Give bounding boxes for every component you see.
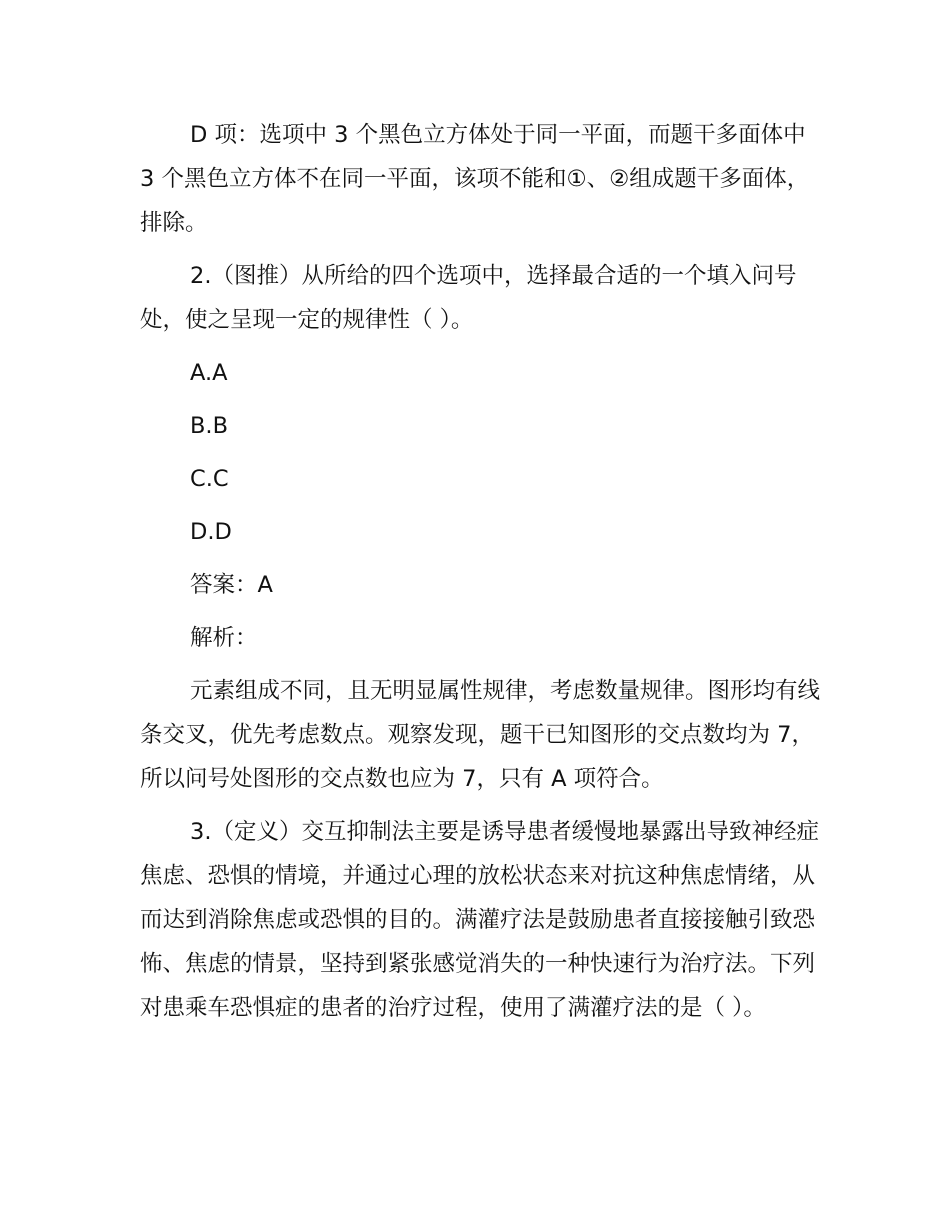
option-d-explanation: D 项：选项中 3 个黑色立方体处于同一平面，而题干多面体中 3 个黑色立方体不在同一平面，该项不能和①、②组成题干多面体，排除。 bbox=[140, 122, 810, 236]
option-c: C.C bbox=[190, 466, 229, 492]
analysis-text: 元素组成不同，且无明显属性规律，考虑数量规律。图形均有线条交叉，优先考虑数点。观察发现，题干已知图形的交点数均为 7，所以问号处图形的交点数也应为 7，只有 A 项符合。 bbox=[140, 678, 821, 792]
option-a: A.A bbox=[190, 360, 228, 386]
question-3-stem: 3.（定义）交互抑制法主要是诱导患者缓慢地暴露出导致神经症焦虑、恐惧的情境，并通过心理的放松状态来对抗这种焦虑情绪，从而达到消除焦虑或恐惧的目的。满灌疗法是鼓励患者直接接触引致恐怖、焦虑的情景，坚持到紧张感觉消失的一种快速行为治疗法。下列对患乘车恐惧症的患者的治疗过程，使用了满灌疗法的是（ ）。 bbox=[140, 819, 819, 1021]
document-body bbox=[140, 113, 820, 1039]
option-d: D.D bbox=[190, 519, 232, 545]
answer-line: 答案：A bbox=[190, 572, 273, 598]
option-b: B.B bbox=[190, 413, 229, 439]
question-2-stem: 2.（图推）从所给的四个选项中，选择最合适的一个填入问号处，使之呈现一定的规律性（ ）。 bbox=[140, 263, 797, 333]
analysis-heading: 解析： bbox=[190, 625, 258, 651]
